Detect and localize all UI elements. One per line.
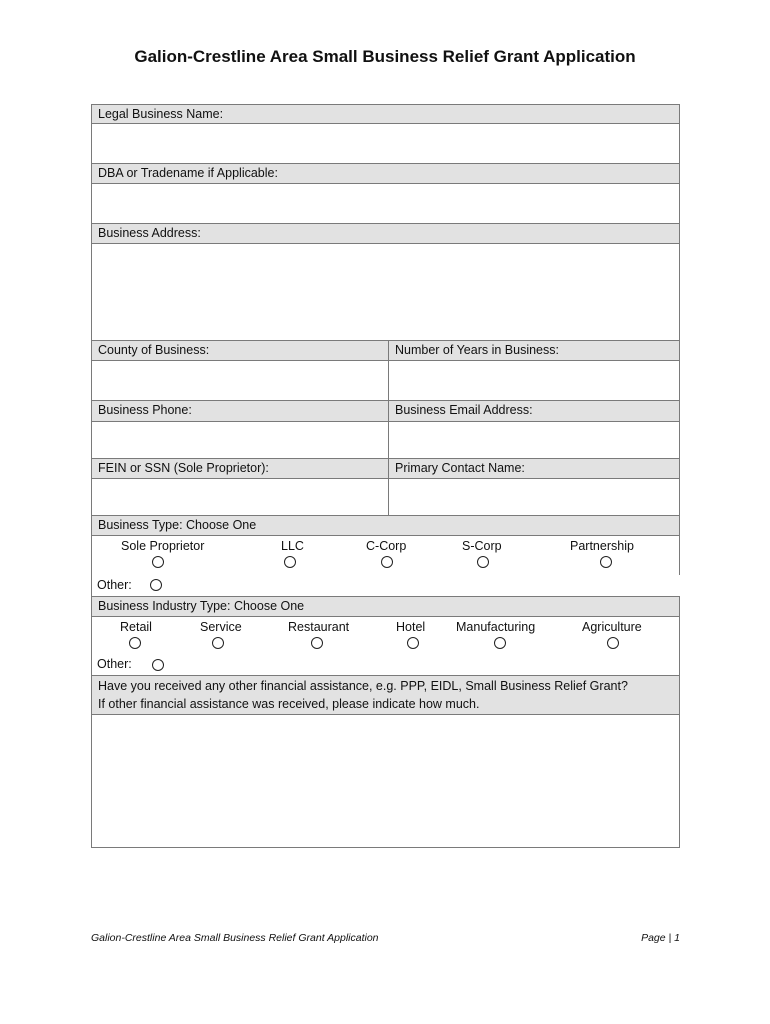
option-sole-proprietor-label: Sole Proprietor <box>121 539 205 553</box>
business-address-field[interactable] <box>91 243 680 341</box>
option-agriculture-label: Agriculture <box>582 620 642 634</box>
financial-assistance-line-2: If other financial assistance was received, please indicate how much. <box>98 697 480 711</box>
years-in-business-field[interactable] <box>388 360 680 401</box>
business-type-heading: Business Type: Choose One <box>91 515 680 536</box>
legal-business-name-field[interactable] <box>91 123 680 164</box>
fein-label: FEIN or SSN (Sole Proprietor): <box>91 458 389 479</box>
business-email-label: Business Email Address: <box>388 400 680 422</box>
years-in-business-label: Number of Years in Business: <box>388 340 680 361</box>
county-field[interactable] <box>91 360 389 401</box>
financial-assistance-field[interactable] <box>91 714 680 848</box>
radio-service[interactable] <box>212 637 224 649</box>
option-retail-label: Retail <box>120 620 152 634</box>
dba-label: DBA or Tradename if Applicable: <box>91 163 680 184</box>
option-partnership-label: Partnership <box>570 539 634 553</box>
radio-manufacturing[interactable] <box>494 637 506 649</box>
radio-agriculture[interactable] <box>607 637 619 649</box>
industry-type-other-label: Other: <box>97 657 132 671</box>
radio-hotel[interactable] <box>407 637 419 649</box>
legal-business-name-label: Legal Business Name: <box>91 104 680 124</box>
option-service-label: Service <box>200 620 242 634</box>
radio-industry-type-other[interactable] <box>152 659 164 671</box>
radio-llc[interactable] <box>284 556 296 568</box>
business-address-label: Business Address: <box>91 223 680 244</box>
option-manufacturing-label: Manufacturing <box>456 620 536 634</box>
radio-sole-proprietor[interactable] <box>152 556 164 568</box>
county-label: County of Business: <box>91 340 389 361</box>
financial-assistance-question <box>91 675 680 715</box>
fein-field[interactable] <box>91 478 389 516</box>
business-phone-field[interactable] <box>91 421 389 459</box>
radio-partnership[interactable] <box>600 556 612 568</box>
radio-business-type-other[interactable] <box>150 579 162 591</box>
radio-retail[interactable] <box>129 637 141 649</box>
option-restaurant-label: Restaurant <box>288 620 350 634</box>
option-c-corp-label: C-Corp <box>366 539 407 553</box>
business-type-other-label: Other: <box>97 578 132 592</box>
industry-type-heading: Business Industry Type: Choose One <box>91 596 680 617</box>
radio-c-corp[interactable] <box>381 556 393 568</box>
option-llc-label: LLC <box>281 539 304 553</box>
financial-assistance-line-1: Have you received any other financial assistance, e.g. PPP, EIDL, Small Business Relief Grant? <box>98 679 628 693</box>
business-email-field[interactable] <box>388 421 680 459</box>
primary-contact-label: Primary Contact Name: <box>388 458 680 479</box>
business-phone-label: Business Phone: <box>91 400 389 422</box>
dba-field[interactable] <box>91 183 680 224</box>
radio-s-corp[interactable] <box>477 556 489 568</box>
page-title: Galion-Crestline Area Small Business Relief Grant Application <box>134 47 636 66</box>
primary-contact-field[interactable] <box>388 478 680 516</box>
footer-document-title: Galion-Crestline Area Small Business Relief Grant Application <box>91 932 379 944</box>
footer-page-number: Page | 1 <box>641 932 680 944</box>
option-hotel-label: Hotel <box>396 620 426 634</box>
option-s-corp-label: S-Corp <box>462 539 502 553</box>
radio-restaurant[interactable] <box>311 637 323 649</box>
